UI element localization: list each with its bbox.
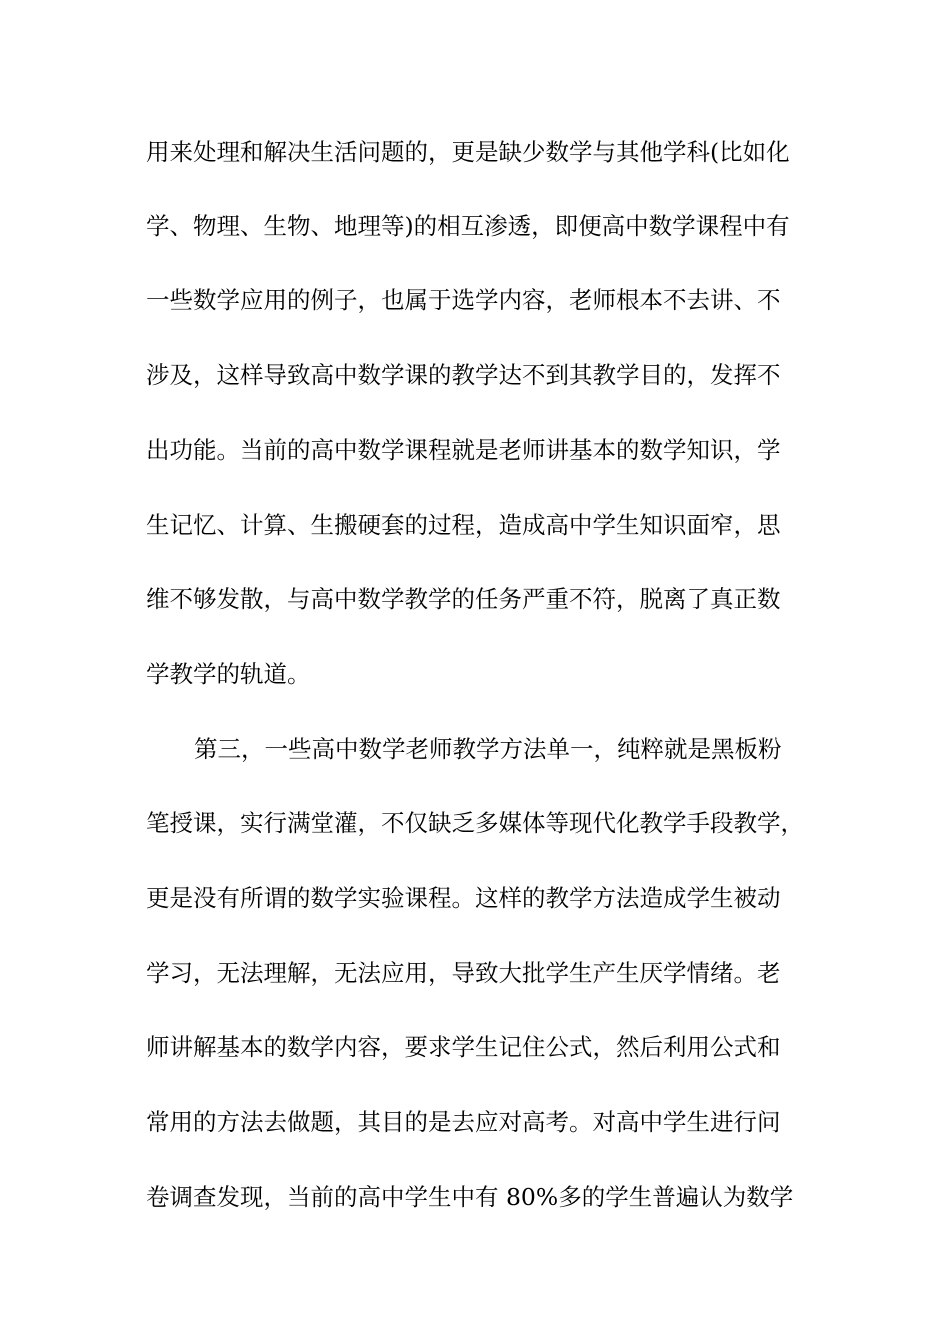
text-line: 学、物理、生物、地理等)的相互渗透，即便高中数学课程中有 bbox=[146, 212, 790, 240]
text-line: 师讲解基本的数学内容，要求学生记住公式，然后利用公式和 bbox=[146, 1033, 781, 1061]
text-line: 维不够发散，与高中数学教学的任务严重不符，脱离了真正数 bbox=[146, 585, 781, 613]
text-line: 一些数学应用的例子，也属于选学内容，老师根本不去讲、不 bbox=[146, 286, 781, 314]
text-line: 涉及，这样导致高中数学课的教学达不到其教学目的，发挥不 bbox=[146, 361, 781, 389]
text-line: 用来处理和解决生活问题的，更是缺少数学与其他学科(比如化 bbox=[146, 138, 790, 166]
text-line: 常用的方法去做题，其目的是去应对高考。对高中学生进行问 bbox=[146, 1108, 781, 1136]
text-line: 学习，无法理解，无法应用，导致大批学生产生厌学情绪。老 bbox=[146, 959, 781, 987]
text-line: 更是没有所谓的数学实验课程。这样的教学方法造成学生被动 bbox=[146, 884, 781, 912]
text-line: 出功能。当前的高中数学课程就是老师讲基本的数学知识，学 bbox=[146, 436, 781, 464]
text-line: 生记忆、计算、生搬硬套的过程，造成高中学生知识面窄，思 bbox=[146, 511, 781, 539]
text-line: 学教学的轨道。 bbox=[146, 660, 311, 688]
text-line: 笔授课，实行满堂灌，不仅缺乏多媒体等现代化教学手段教学， bbox=[146, 809, 804, 837]
text-line: 卷调查发现，当前的高中学生中有 80%多的学生普遍认为数学 bbox=[146, 1183, 794, 1211]
paragraph-start-line: 第三，一些高中数学老师教学方法单一，纯粹就是黑板粉 bbox=[194, 735, 782, 763]
